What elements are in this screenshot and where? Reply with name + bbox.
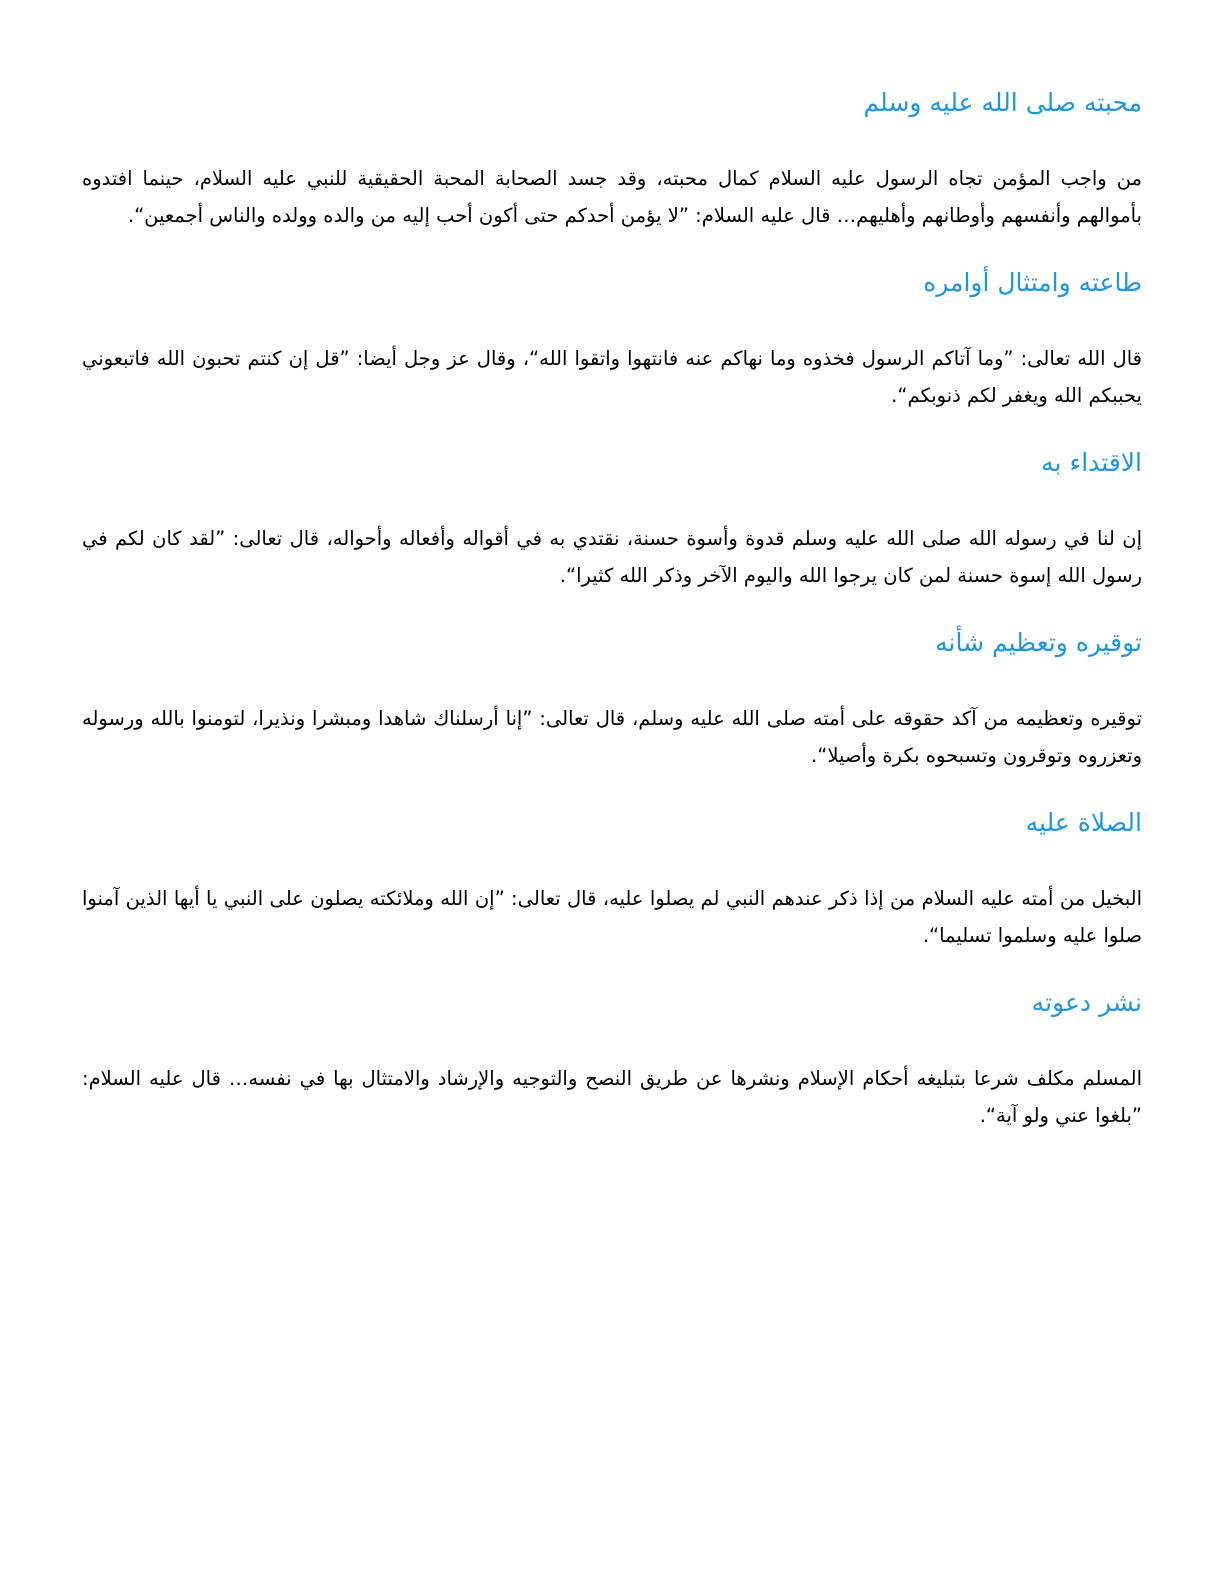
section-heading: الاقتداء به [1041, 448, 1142, 477]
document-page [82, 82, 1142, 1162]
section-love [82, 82, 1142, 234]
section-obedience [82, 262, 1142, 414]
section-heading: نشر دعوته [1031, 988, 1142, 1017]
section-spreading [82, 982, 1142, 1134]
section-following [82, 442, 1142, 594]
section-heading: الصلاة عليه [1025, 808, 1142, 837]
section-paragraph: من واجب المؤمن تجاه الرسول عليه السلام كمال محبته، وقد جسد الصحابة المحبة الحقيقية للنبي عليه السلام، حينما افتدوه بأموالهم وأنفسهم وأوطانهم وأهليهم… قال عليه السلام: ”لا يؤمن أحدكم حتى أكون أحب إليه من والده وولده والناس أجمعين“. [82, 167, 1142, 227]
section-reverence [82, 622, 1142, 774]
section-paragraph: إن لنا في رسوله الله صلى الله عليه وسلم قدوة وأسوة حسنة، نقتدي به في أقواله وأفعاله وأحواله، قال تعالى: ”لقد كان لكم في رسول الله إسوة حسنة لمن كان يرجوا الله واليوم الآخر وذكر الله كثيرا“. [82, 527, 1142, 587]
section-paragraph: قال الله تعالى: ”وما آتاكم الرسول فخذوه وما نهاكم عنه فانتهوا واتقوا الله“، وقال عز وجل أيضا: ”قل إن كنتم تحبون الله فاتبعوني يحببكم الله ويغفر لكم ذنوبكم“. [82, 347, 1142, 407]
section-heading: توقيره وتعظيم شأنه [935, 628, 1142, 657]
section-prayer [82, 802, 1142, 954]
section-paragraph: المسلم مكلف شرعا بتبليغه أحكام الإسلام ونشرها عن طريق النصح والتوجيه والإرشاد والامتثال بها في نفسه… قال عليه السلام: ”بلغوا عني ولو آية“. [82, 1067, 1142, 1127]
section-paragraph: توقيره وتعظيمه من آكد حقوقه على أمته صلى الله عليه وسلم، قال تعالى: ”إنا أرسلناك شاهدا ومبشرا ونذيرا، لتومنوا بالله ورسوله وتعزروه وتوقرون وتسبحوه بكرة وأصيلا“. [82, 707, 1142, 767]
section-heading: طاعته وامتثال أوامره [923, 268, 1142, 297]
section-heading: محبته صلى الله عليه وسلم [863, 88, 1142, 117]
section-paragraph: البخيل من أمته عليه السلام من إذا ذكر عندهم النبي لم يصلوا عليه، قال تعالى: ”إن الله وملائكته يصلون على النبي يا أيها الذين آمنوا صلوا عليه وسلموا تسليما“. [82, 887, 1142, 947]
